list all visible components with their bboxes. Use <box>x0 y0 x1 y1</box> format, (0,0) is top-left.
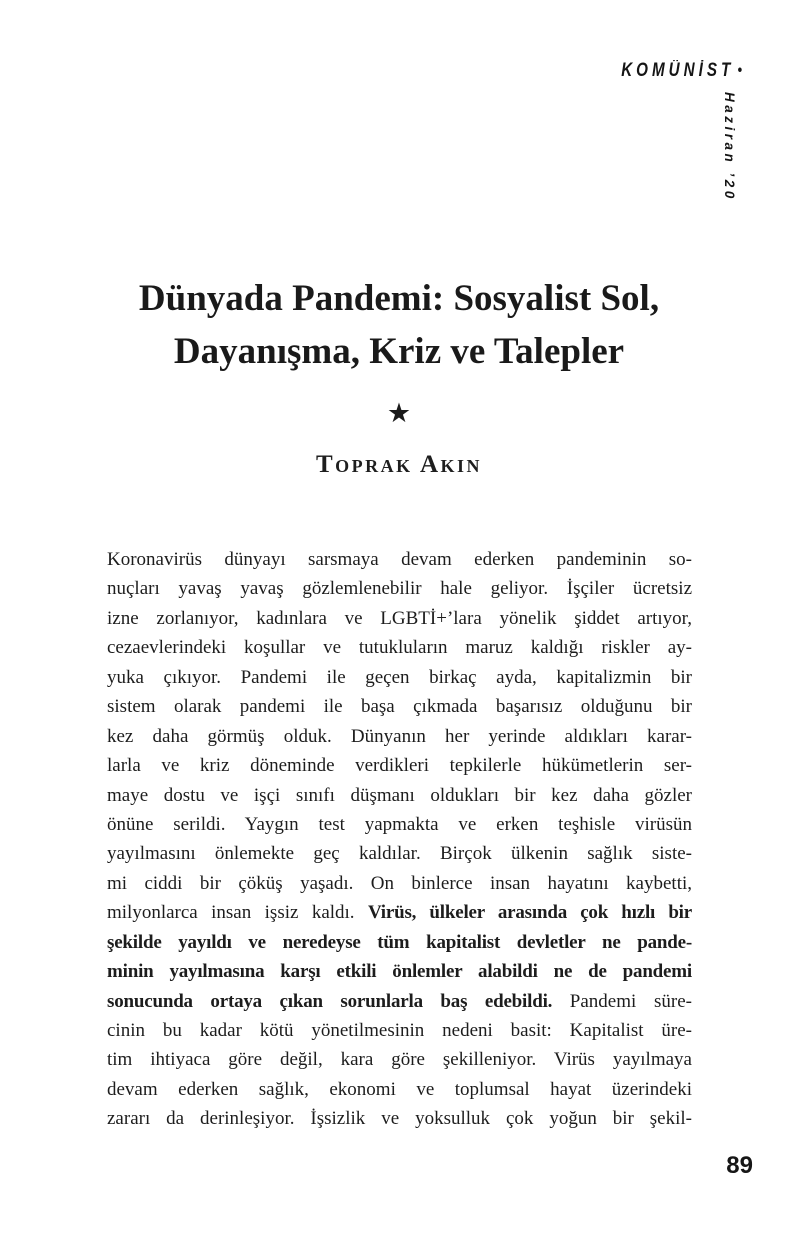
body-line <box>107 604 692 633</box>
body-text <box>107 545 692 1134</box>
body-line <box>107 839 692 868</box>
body-line <box>107 898 692 927</box>
body-line <box>107 722 692 751</box>
body-line <box>107 574 692 603</box>
body-text-emphasis: şekilde yayıldı ve neredeyse tüm kapitalist devletler ne pande- <box>107 931 692 953</box>
body-line <box>107 1075 692 1104</box>
body-text-segment: tim ihtiyaca göre değil, kara göre şekilleniyor. Virüs yayılmaya <box>107 1049 692 1071</box>
body-text-segment: cinin bu kadar kötü yönetilmesinin nedeni basit: Kapitalist üre- <box>107 1020 692 1041</box>
body-line <box>107 928 692 957</box>
article-title <box>0 272 798 378</box>
body-line <box>107 810 692 839</box>
body-line <box>107 781 692 810</box>
page-number: 89 <box>726 1152 753 1179</box>
body-text-segment: larla ve kriz döneminde verdikleri tepkilerle hükümetlerin ser- <box>107 755 692 777</box>
body-line <box>107 987 692 1016</box>
body-line <box>107 692 692 721</box>
body-line <box>107 1045 692 1074</box>
body-text-segment: kez daha görmüş olduk. Dünyanın her yerinde aldıkları karar- <box>107 725 692 747</box>
body-line <box>107 1104 692 1133</box>
body-text-segment: yayılmasını önlemekte geç kaldılar. Birçok ülkenin sağlık siste- <box>107 843 692 865</box>
body-line <box>107 633 692 662</box>
body-text-segment: nuçları yavaş yavaş gözlemlenebilir hale geliyor. İşçiler ücretsiz <box>107 578 692 600</box>
body-text-segment: Koronavirüs dünyayı sarsmaya devam ederken pandeminin so- <box>107 549 692 570</box>
body-text-segment: izne zorlanıyor, kadınlara ve LGBTİ+’lara yönelik şiddet artıyor, <box>107 607 692 629</box>
body-line <box>107 663 692 692</box>
body-text-segment: önüne serildi. Yaygın test yapmakta ve erken teşhisle virüsün <box>107 813 692 835</box>
title-line-2: Dayanışma, Kriz ve Talepler <box>173 331 625 372</box>
body-text-segment: yuka çıkıyor. Pandemi ile geçen birkaç ayda, kapitalizmin bir <box>107 666 692 688</box>
separator-dot-icon: • <box>737 62 742 79</box>
body-text-emphasis: sonucunda ortaya çıkan sorunlarla baş edebildi. <box>107 990 570 1012</box>
body-line <box>107 545 692 574</box>
body-text-segment: sistem olarak pandemi ile başa çıkmada başarısız olduğunu bir <box>107 696 692 718</box>
issue-date-vertical: Haziran ’20 <box>722 92 737 202</box>
body-text-segment: devam ederken sağlık, ekonomi ve toplumsal hayat üzerindeki <box>107 1078 692 1100</box>
title-line-1: Dünyada Pandemi: Sosyalist Sol, <box>138 278 660 319</box>
body-line <box>107 751 692 780</box>
body-text-segment: milyonlarca insan işsiz kaldı. <box>107 902 368 924</box>
body-text-segment: zararı da derinleşiyor. İşsizlik ve yoksulluk çok yoğun bir şekil- <box>107 1108 692 1130</box>
body-line <box>107 1016 692 1045</box>
body-line <box>107 957 692 986</box>
body-text-segment: cezaevlerindeki koşullar ve tutukluların maruz kaldığı riskler ay- <box>107 637 692 659</box>
body-text-emphasis: Virüs, ülkeler arasında çok hızlı bir <box>367 902 692 924</box>
star-divider-icon: ★ <box>386 398 412 429</box>
body-text-segment: maye dostu ve işçi sınıfı düşmanı oldukları bir kez daha gözler <box>107 784 692 806</box>
journal-name: KOMÜNİST <box>621 60 735 81</box>
body-text-segment: Pandemi süre- <box>569 990 692 1012</box>
author-name: Toprak Akın <box>315 451 483 478</box>
body-text-emphasis: minin yayılmasına karşı etkili önlemler alabildi ne de pandemi <box>107 961 692 983</box>
body-line <box>107 869 692 898</box>
body-text-segment: mi ciddi bir çöküş yaşadı. On binlerce insan hayatını kaybetti, <box>107 872 692 894</box>
page-header <box>621 60 742 82</box>
